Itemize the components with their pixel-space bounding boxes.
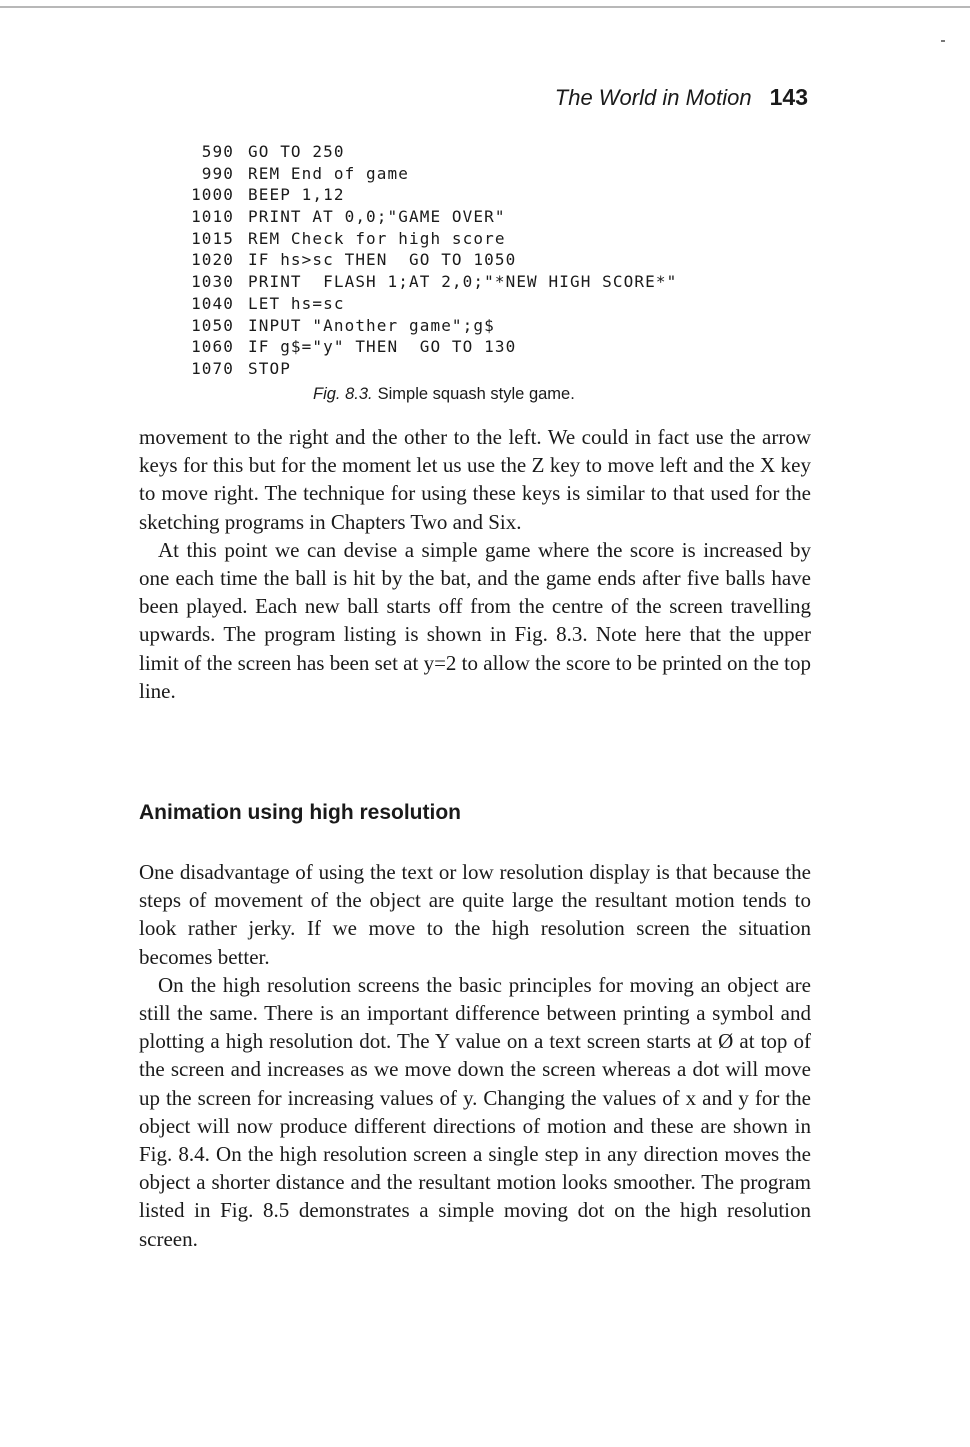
- code-line: [186, 358, 677, 380]
- figure-caption-text: Simple squash style game.: [377, 385, 575, 403]
- code-statement: REM End of game: [248, 163, 409, 183]
- code-line: [186, 315, 677, 337]
- line-number: 1010: [191, 207, 234, 227]
- code-line: [186, 249, 677, 271]
- running-head: [555, 84, 808, 111]
- line-number: 1040: [191, 293, 234, 313]
- figure-label: Fig. 8.3.: [313, 385, 373, 403]
- line-number: 1015: [191, 228, 234, 248]
- line-number: 990: [201, 163, 234, 183]
- code-line: [186, 141, 677, 163]
- paragraph: movement to the right and the other to the left. We could in fact use the arrow keys for this but for the moment let us use the Z key to move left and the X key to move right. The technique for using these keys is similar to that used for the sketching programs in Chapters Two and Six.: [139, 425, 811, 534]
- line-number: 1020: [191, 250, 234, 270]
- code-statement: BEEP 1,12: [248, 185, 345, 205]
- code-statement: STOP: [248, 358, 291, 378]
- code-line: [186, 228, 677, 250]
- code-line: [186, 271, 677, 293]
- body-text-lower: [139, 858, 811, 1253]
- section-heading: Animation using high resolution: [139, 801, 461, 824]
- line-number: 1000: [191, 185, 234, 205]
- code-statement: LET hs=sc: [248, 293, 345, 313]
- code-statement: INPUT "Another game";g$: [248, 315, 495, 335]
- code-statement: REM Check for high score: [248, 228, 506, 248]
- code-statement: PRINT FLASH 1;AT 2,0;"*NEW HIGH SCORE*": [248, 272, 678, 292]
- line-number: 1070: [191, 358, 234, 378]
- page-number: 143: [769, 84, 808, 110]
- line-number: 1030: [191, 272, 234, 292]
- program-listing: [186, 141, 677, 380]
- figure-caption: [313, 385, 575, 404]
- code-line: [186, 206, 677, 228]
- code-statement: PRINT AT 0,0;"GAME OVER": [248, 207, 506, 227]
- code-line: [186, 336, 677, 358]
- code-statement: IF hs>sc THEN GO TO 1050: [248, 250, 517, 270]
- code-statement: IF g$="y" THEN GO TO 130: [248, 337, 517, 357]
- paragraph: One disadvantage of using the text or low resolution display is that because the steps of movement of the object are quite large the resultant motion tends to look rather jerky. If we move to the high resolution screen the situation becomes better.: [139, 860, 811, 969]
- code-line: [186, 293, 677, 315]
- code-line: [186, 184, 677, 206]
- line-number: 1050: [191, 315, 234, 335]
- scan-edge-line: [0, 6, 970, 8]
- line-number: 1060: [191, 337, 234, 357]
- line-number: 590: [201, 142, 234, 161]
- paragraph: At this point we can devise a simple game where the score is increased by one each time the ball is hit by the bat, and the game ends after five balls have been played. Each new ball starts off from the centre of the screen travelling upwards. The program listing is shown in Fig. 8.3. Note here that the upper limit of the screen has been set at y=2 to allow the score to be printed on the top line.: [139, 537, 811, 703]
- scan-speck: [941, 40, 945, 42]
- paragraph: On the high resolution screens the basic principles for moving an object are still the same. There is an important difference between printing a symbol and plotting a high resolution dot. The Y value on a text screen starts at Ø at top of the screen and increases as we move down the screen whereas a dot will move up the screen for increasing values of y. Changing the values of x and y for the object will now produce different directions of motion and these are shown in Fig. 8.4. On the high resolution screen a single step in any direction moves the object a shorter distance and the resultant motion looks smoother. The program listed in Fig. 8.5 demonstrates a simple moving dot on the high resolution screen.: [139, 972, 811, 1251]
- running-head-title: The World in Motion: [554, 85, 752, 110]
- code-statement: GO TO 250: [248, 142, 345, 161]
- body-text-upper: [139, 423, 811, 705]
- code-line: [186, 163, 677, 185]
